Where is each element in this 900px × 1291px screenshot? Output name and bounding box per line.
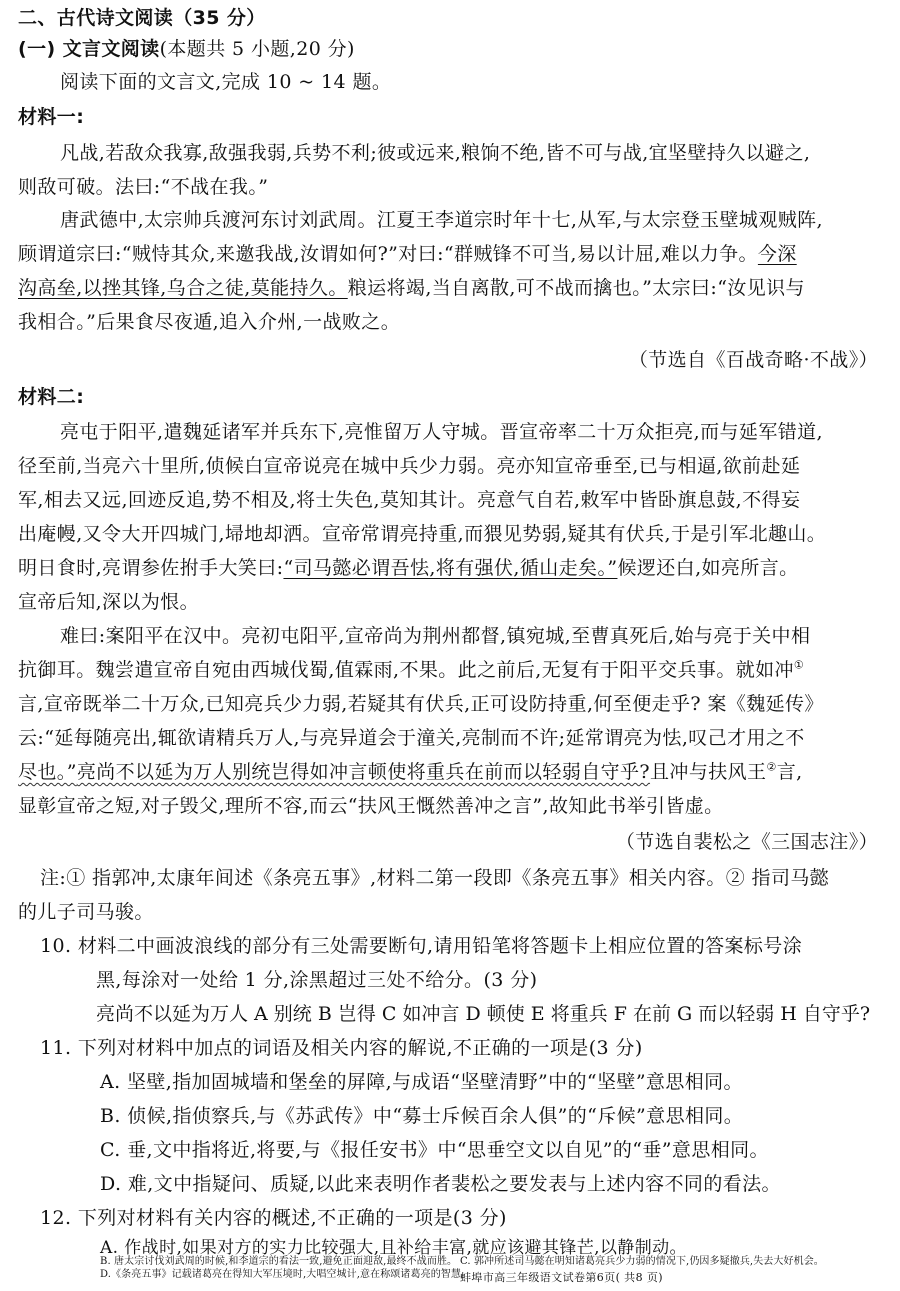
subsection-heading bbox=[18, 37, 355, 61]
question-12-option: C. 郭冲所述司马懿在明知诸葛亮兵少力弱的情况下,仍因多疑撤兵,失去大好机会。 bbox=[460, 1256, 824, 1267]
subsection-note: (本题共 5 小题,20 分) bbox=[159, 38, 355, 60]
underlined-sentence: 今深 bbox=[757, 243, 797, 265]
material1-text: 凡战,若敌众我寡,敌强我弱,兵势不利;彼或远来,粮饷不绝,皆不可与战,宜坚壁持久以避之, bbox=[60, 142, 811, 164]
material1-text: 唐武德中,太宗帅兵渡河东讨刘武周。江夏王李道宗时年十七,从军,与太宗登玉壁城观贼阵, bbox=[60, 209, 823, 231]
instruction: 阅读下面的文言文,完成 10 ~ 14 题。 bbox=[60, 71, 392, 93]
material2-text: 云:“延每随亮出,辄欲请精兵万人,与亮异道会于潼关,亮制而不许;延常谓亮为怯,叹己才用之不 bbox=[18, 727, 805, 749]
question-12-option: B. 唐太宗讨伐刘武周的时候,和李道宗的看法一致,避免正面迎敌,最终不战而胜。 bbox=[100, 1256, 458, 1267]
footnote-marker: ① bbox=[793, 658, 805, 672]
material2-text: 亮屯于阳平,遣魏延诸军并兵东下,亮惟留万人守城。晋宣帝率二十万众拒亮,而与延军错道, bbox=[60, 421, 823, 443]
material2-text: 显彰宣帝之短,对子毁父,理所不容,而云“扶风王慨然善冲之言”,故知此书举引皆虚。 bbox=[18, 795, 724, 817]
material2-text: 言,宣帝既举二十万众,已知亮兵少力弱,若疑其有伏兵,正可设防持重,何至便走乎? 案《魏延传》 bbox=[18, 693, 824, 715]
material2-text: 明日食时,亮谓参佐拊手大笑曰:“司马懿必谓吾怯,将有强伏,循山走矣。”候逻还白,如亮所言。 bbox=[18, 557, 799, 579]
section-title: 二、古代诗文阅读（35 分） bbox=[18, 7, 266, 29]
material2-text: 出庵幔,又令大开四城门,埽地却洒。宣帝常谓亮持重,而猥见势弱,疑其有伏兵,于是引军北趣山。 bbox=[18, 523, 827, 545]
material1-text: 则敌可破。法曰:“不战在我。” bbox=[18, 176, 269, 198]
subsection-title: (一) 文言文阅读 bbox=[18, 38, 160, 60]
footnote-marker: ② bbox=[766, 760, 777, 774]
question-12-stem: 12. 下列对材料有关内容的概述,不正确的一项是(3 分) bbox=[40, 1207, 507, 1229]
question-11-option: C. 垂,文中指将近,将要,与《报任安书》中“思垂空文以自见”的“垂”意思相同。 bbox=[100, 1139, 769, 1161]
question-12-option: A. 作战时,如果对方的实力比较强大,且补给丰富,就应该避其锋芒,以静制动。 bbox=[100, 1238, 687, 1258]
question-12-option: D.《条亮五事》记载诸葛亮在得知大军压境时,大唱空城计,意在称颂诸葛亮的智慧。 bbox=[100, 1269, 472, 1280]
notes: 注:① 指郭冲,太康年间述《条亮五事》,材料二第一段即《条亮五事》相关内容。② 指司马懿 bbox=[40, 867, 830, 889]
material1-text: 顾谓道宗曰:“贼恃其众,来邀我战,汝谓如何?”对曰:“群贼锋不可当,易以计屈,难以力争。今深 bbox=[18, 243, 797, 265]
page-footer: 蚌埠市高三年级语文试卷第6页( 共8 页) bbox=[460, 1271, 663, 1284]
material2-label: 材料二: bbox=[18, 386, 85, 408]
question-11-option: D. 难,文中指疑问、质疑,以此来表明作者裴松之要发表与上述内容不同的看法。 bbox=[100, 1173, 781, 1195]
material1-label: 材料一: bbox=[18, 106, 85, 128]
material2-text: 军,相去又远,回迹反追,势不相及,将士失色,莫知其计。亮意气自若,敕军中皆卧旗息鼓,不得妄 bbox=[18, 489, 801, 511]
notes: 的儿子司马骏。 bbox=[18, 901, 154, 923]
material2-text: 尽也。”亮尚不以延为万人别统岂得如冲言顿使将重兵在前而以轻弱自守乎?且冲与扶风王②言, bbox=[18, 760, 803, 783]
material2-source: （节选自裴松之《三国志注》） bbox=[615, 831, 878, 853]
material1-text: 沟高垒,以挫其锋,乌合之徒,莫能持久。粮运将竭,当自离散,可不战而擒也。”太宗曰:“汝见识与 bbox=[18, 277, 805, 299]
material2-text: 径至前,当亮六十里所,侦候白宣帝说亮在城中兵少力弱。亮亦知宣帝垂至,已与相逼,欲前赴延 bbox=[18, 455, 801, 477]
question-10-sentence: 亮尚不以延为万人 A 别统 B 岂得 C 如冲言 D 顿使 E 将重兵 F 在前 G 而以轻弱 H 自守乎? bbox=[96, 1003, 871, 1025]
question-10: 黑,每涂对一处给 1 分,涂黑超过三处不给分。(3 分) bbox=[96, 969, 538, 991]
material2-text: 难曰:案阳平在汉中。亮初屯阳平,宣帝尚为荆州都督,镇宛城,至曹真死后,始与亮于关中相 bbox=[60, 625, 811, 647]
question-11-stem: 11. 下列对材料中加点的词语及相关内容的解说,不正确的一项是(3 分) bbox=[40, 1037, 643, 1059]
material2-text: 宣帝后知,深以为恨。 bbox=[18, 591, 200, 613]
material1-source: （节选自《百战奇略·不战》） bbox=[628, 349, 878, 371]
question-11-option: A. 坚壁,指加固城墙和堡垒的屏障,与成语“坚壁清野”中的“坚壁”意思相同。 bbox=[100, 1071, 743, 1093]
material2-text: 抗御耳。魏尝遣宣帝自宛由西城伐蜀,值霖雨,不果。此之前后,无复有于阳平交兵事。就如冲① bbox=[18, 658, 805, 681]
wavy-underline-text: 亮尚不以延为万人别统岂得如冲言顿使将重兵在前而以轻弱自守乎? bbox=[76, 761, 651, 783]
underlined-sentence: “司马懿必谓吾怯,将有强伏,循山走矣。” bbox=[283, 557, 618, 579]
question-10: 10. 材料二中画波浪线的部分有三处需要断句,请用铅笔将答题卡上相应位置的答案标号涂 bbox=[40, 935, 803, 957]
question-11-option: B. 侦候,指侦察兵,与《苏武传》中“募士斥候百余人俱”的“斥候”意思相同。 bbox=[100, 1105, 744, 1127]
underlined-sentence: 沟高垒,以挫其锋,乌合之徒,莫能持久。 bbox=[18, 277, 348, 299]
wavy-underline-text: 尽也。” bbox=[18, 761, 77, 783]
material1-text: 我相合。”后果食尽夜遁,追入介州,一战败之。 bbox=[18, 311, 401, 333]
